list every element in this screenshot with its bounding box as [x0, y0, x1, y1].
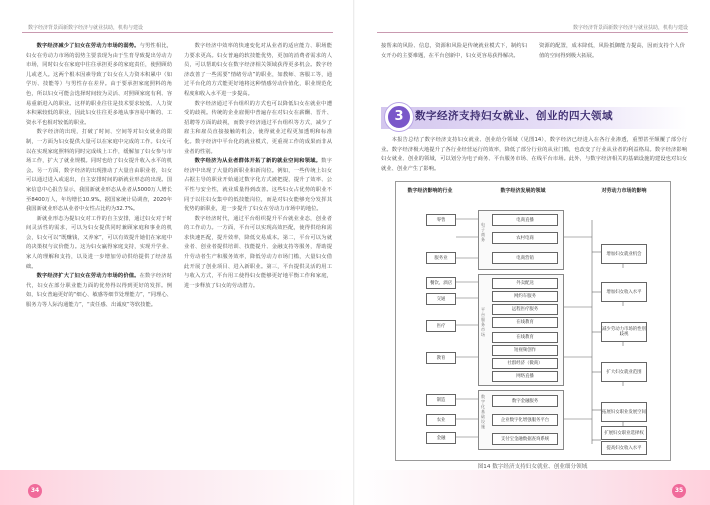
- text-column-top-left: [381, 42, 527, 92]
- industry-box: 零售: [426, 214, 456, 226]
- impact-box: 拓展妇女职业发展空间: [601, 402, 647, 422]
- header-rule: [22, 32, 333, 33]
- area-box: 网络直播: [492, 371, 558, 382]
- paragraph: [184, 157, 332, 215]
- paragraph: [26, 128, 172, 214]
- impact-box: 扩大妇女就业范围: [601, 362, 647, 382]
- impact-box: 减少劳动力市场的性别歧视: [601, 322, 647, 342]
- page-number: 35: [672, 484, 686, 498]
- paragraph: [184, 100, 332, 158]
- area-group-label: 电子商务: [481, 222, 485, 242]
- footer-band: [355, 470, 710, 505]
- area-box: 远程医疗服务: [492, 304, 558, 315]
- impact-box: 增加妇女就业机会: [601, 244, 647, 264]
- right-page: [355, 0, 710, 505]
- paragraph-text: 本报告总结了数字经济支持妇女就业、创业给分领域（见图14），数字经济已经进入在各行业渗透，重塑甚至颠覆了部分行业。数字经济极大地提升了各行业经营运行的效率，降低了部分行业的从业门槛，也改变了行业从业者的利益格局。数字经济影响妇女就业、创业的领域，可以划分为电子商务、平台服务市场、在线平台市场。此外，与数字经济相关的基础设施的建设也对妇女就业、创业产生了影响。: [381, 137, 687, 172]
- footer-band: [0, 470, 355, 505]
- paragraph-text: 与男性相比，妇女在劳动力市场的弱势主要表现为由于生育导致提出劳动力市场，同时妇女在家庭中往往承担更多的家庭责任，使照顾幼儿或老人。这两个根本因素导致了妇女在人力资本积累中（如学历、技能等）与男性存在差异。由于要承担家庭照料的角色，所以妇女可能会选择时间较为灵活、对照顾家庭有利、容易重新进入的职业。这样的职业往往是技术要求较低、人力资本积累较低的职业，因此妇女往往更多地从事容易中断的、工资水平也相对较低的职业。: [26, 43, 172, 126]
- industry-box: 服务业: [426, 252, 456, 264]
- impact-box: 扩展妇女职业选择权: [601, 426, 647, 440]
- header-rule: [377, 32, 688, 33]
- impact-box: 增加妇女收入水平: [601, 282, 647, 302]
- paragraph-lead: 数字经济扩大了妇女在劳动力市场的价值。: [36, 273, 140, 280]
- paragraph: [184, 42, 332, 100]
- running-header: 数字经济背景面新数字经济与就业扶助，机构与建设: [572, 25, 688, 31]
- industry-box: 餐饮、酒店: [426, 277, 456, 289]
- area-box: 网约车服务: [492, 291, 558, 302]
- area-box: 数字金融服务: [492, 395, 558, 407]
- area-box: 短视频创作: [492, 345, 558, 356]
- page-number: 34: [28, 484, 42, 498]
- impact-box: 提高妇女收入水平: [601, 441, 647, 455]
- area-box: 社群经济（微商）: [492, 358, 558, 369]
- area-box: 农村电商: [492, 232, 558, 244]
- section-title: 数字经济支持妇女就业、创业的四大领域: [415, 110, 613, 122]
- industry-box: 交通: [426, 293, 456, 305]
- area-box: 外卖配送: [492, 278, 558, 289]
- paragraph-text: 在数字经济时代，妇女在部分职业能力面的优势得以得到更好的发挥。例如，妇女普遍更好的“细心、敏感等细节处理能力”，“同理心、服务力等人际沟通能力”，“责任感、出诚度”等软技能。: [26, 273, 172, 309]
- column-heading-impacts: 对劳动力市场的影响: [601, 188, 647, 194]
- text-column-2: [184, 42, 332, 460]
- industry-box: 农业: [426, 414, 456, 426]
- paragraph-lead: 数字经济减少了妇女在劳动力市场的弱势。: [36, 43, 140, 49]
- industry-box: 教育: [426, 352, 456, 364]
- paragraph: [184, 215, 332, 292]
- column-heading-industries: 数字经济影响的行业: [407, 188, 453, 194]
- figure-diagram: [395, 181, 671, 461]
- paragraph-text: 数字经济中出现了大量的新职业和新岗位。例如，一些传统上妇女占据主导的职业开始通过数字化方式被把提，提升了效率、公平性与安全性，就业质量得到改善。这些妇女占优势的职业不同于以往妇女集中的低技能岗位，而是对妇女能够充分发挥其优势的新职业，进一步提升了妇女在劳动力市场中的地位。: [184, 158, 332, 213]
- paragraph: [26, 215, 172, 273]
- paragraph: [539, 42, 685, 61]
- area-box: 在线教育: [492, 317, 558, 328]
- column-heading-areas: 数字经济发展的领域: [500, 188, 546, 194]
- area-group-label: 数字化基础设施: [481, 394, 485, 429]
- paragraph-text: 接帮来的风险、信息，资源和风险是传统就业模式下，制约妇女开办的主要难题，在平台创新中，妇女更容易获得解决。: [381, 43, 527, 59]
- area-box: 电商直播: [492, 214, 558, 226]
- paragraph-text: 数字经济的出现，打破了时间、空间等对妇女就业的限制，一方面为妇女提供大量可以在家庭中完成的工作。妇女可以在实现家庭照料的同时完成线上工作，缓解加了妇女参与市场工作，扩大了就业规模。同时也给了妇女提升收入水平的机会。另一方面，数字经济的出现推动了大量自由职业者，妇女可以通过进入或退出，自主安排时间的新就业形态的出现。国家信息中心报告显示，我国新就业形态从业者从5000万人增长至8400万人，年均增长10.9%。据国家统计局调查，2020年我国新就业形态从业者中女性占比约为32.7%。: [26, 129, 172, 213]
- paragraph-text: 数字经济时代，通过平台组织提升平台就业业态，创业者的工作动力。一方面，平台可以实现高效匹配，使得供给和需求快速匹配，提升效率，降低交易成本。第二，平台可以为就业者、创业者提供培训、技能提升、金融支持等服务，帮助提升劳动者生产和服务效率，降低劳动力市场门槛，大量妇女借此开展了创业项目、进入新职业。第三，平台提供灵活的用工与收入方式，平台用工使得妇女能够更好地平衡工作和家庭，进一步释放了妇女的劳动潜力。: [184, 215, 332, 289]
- area-box: 支付宝金融数据查询系统: [492, 433, 558, 445]
- area-group-label: 平台服务市场: [481, 307, 485, 337]
- paragraph: [26, 42, 172, 128]
- paragraph-text: 数字经济通过平台组织的方式也可以降低妇女在就业中遭受的歧视。传统的企业雇佣中普遍存在对妇女在薪酬、晋升、招聘等方面的歧视，而数字经济通过平台组织等方式，减少了雇主和雇员直接接触的机会，使得就业过程更加透明和标准化。数字经济中平台化的就业模式，更重视工作的成果而非从业者的性别。: [184, 100, 332, 155]
- figure-caption: 图14 数字经济支持妇女就业、创业细分领域: [477, 464, 588, 470]
- industry-box: 医疗: [426, 320, 456, 332]
- section-intro: [381, 136, 687, 176]
- area-box: 电商营销: [492, 252, 558, 264]
- paragraph: [381, 136, 687, 174]
- running-header: 数字经济背景面新数字经济与就业扶助，机构与建设: [28, 25, 144, 31]
- paragraph: [26, 272, 172, 310]
- paragraph-text: 新就业形态为提妇女对工作的自主安排，通过妇女对于时间灵活性的需求，可以为妇女提供同时兼顾家庭和事业的机会，妇女可以“既赚钱，又养家”，可以有效提升她们在家庭中的决策权与议价能力。这为妇女赢得家庭支持，实现升学业、家人的理解和支持，以及进一步增加劳动供给提供了经济基础。: [26, 215, 172, 270]
- area-box: 在线教育: [492, 332, 558, 343]
- text-column-top-right: [539, 42, 685, 92]
- paragraph-text: 资源的配置，成本降低，风险抵御能力提高，因而支持个人价值的空间得到极大拓展。: [539, 43, 685, 59]
- section-number-badge: 3: [385, 103, 413, 131]
- text-column-1: [26, 42, 172, 460]
- paragraph-text: 数字经济中效率的快速变化对从业者的适应能力、职场能力要求更高。妇女普遍的软技能优势，更加的消费者需求的人员，可以帮助妇女在数字经济相关领域获得更多机会。数字经济改善了一些需要“情绪劳动”的职业，如教师、客服工等，通过平台化的方式能更好地将这种情感劳动价值化，职业规范化程度和收入水平进一步提高。: [184, 43, 332, 97]
- industry-box: 制造: [426, 394, 456, 406]
- area-box: 企业数字化增强服务平台: [492, 414, 558, 426]
- paragraph-lead: 数字经济为从业者群体开拓了新的就业空间和领域。: [194, 158, 322, 165]
- industry-box: 金融: [426, 432, 456, 444]
- paragraph: [381, 42, 527, 61]
